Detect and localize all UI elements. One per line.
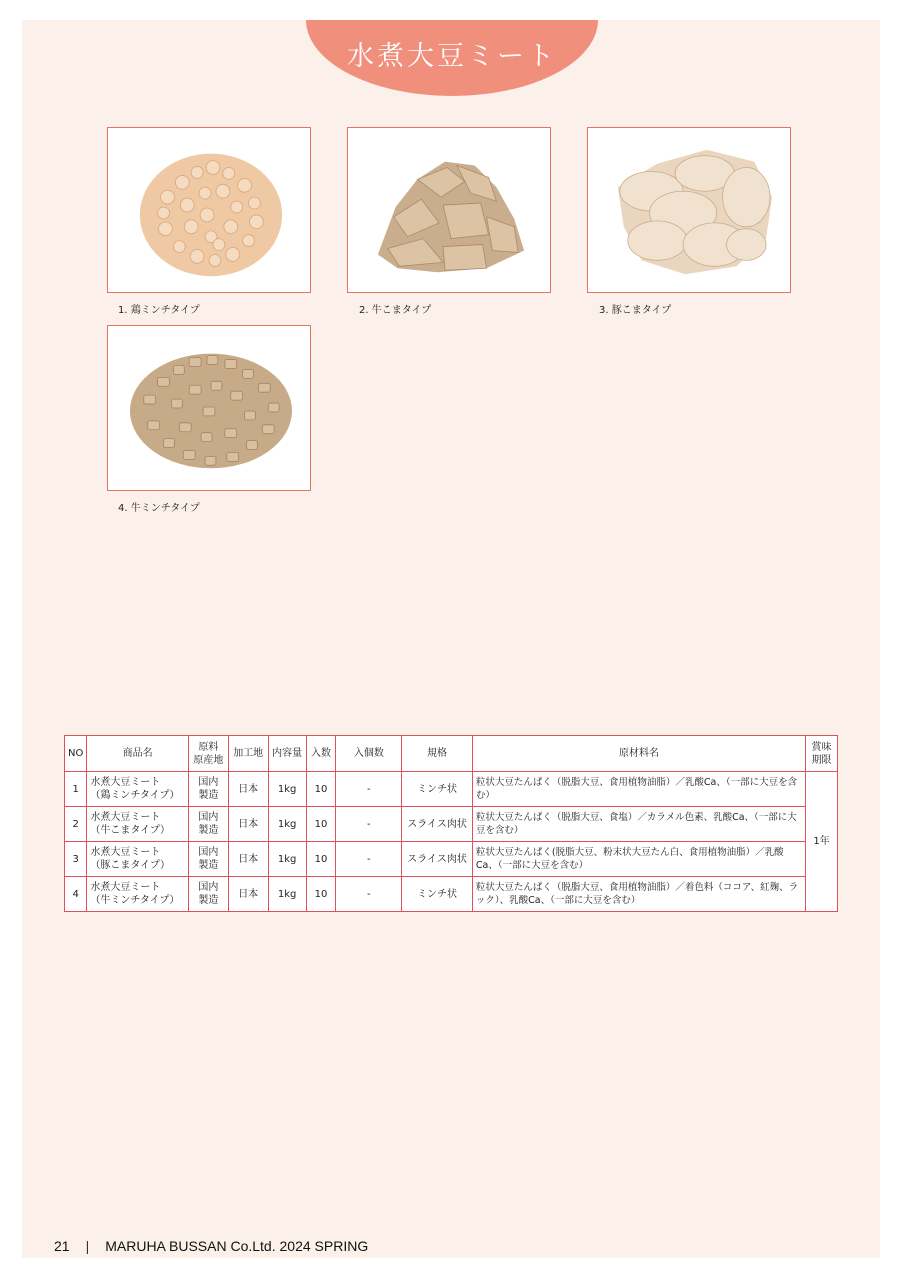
cell-no: 1 — [65, 772, 87, 807]
cell-product-name-line-2: （牛ミンチタイプ） — [90, 895, 180, 906]
cell-product-name-line-1: 水煮大豆ミート — [90, 812, 161, 823]
cell-product-name-line-1: 水煮大豆ミート — [90, 777, 161, 788]
cell-case-count: 10 — [306, 807, 336, 842]
cell-product-name-line-2: （鶏ミンチタイプ） — [90, 790, 180, 801]
cell-origin-line-1: 国内 — [198, 777, 219, 788]
table-row — [65, 842, 838, 877]
cell-case-count: 10 — [306, 877, 336, 912]
cell-processing: 日本 — [228, 877, 268, 912]
cell-volume: 1kg — [268, 877, 306, 912]
publisher-name: MARUHA BUSSAN Co.Ltd. 2024 SPRING — [105, 1238, 369, 1254]
cell-case-count: 10 — [306, 842, 336, 877]
header-origin-line-2: 原産地 — [193, 754, 224, 766]
header-volume: 内容量 — [268, 736, 306, 772]
cell-no: 4 — [65, 877, 87, 912]
product-spec-table — [64, 735, 838, 912]
page-number: 21 — [54, 1238, 70, 1254]
page-title: 水煮大豆ミート — [347, 40, 557, 72]
cell-origin-line-1: 国内 — [198, 847, 219, 858]
cell-ingredients: 粒状大豆たんぱく（脱脂大豆、食用植物油脂）／乳酸Ca、（一部に大豆を含む） — [472, 772, 805, 807]
product-photo-beef-slice — [347, 127, 551, 293]
header-spec: 規格 — [402, 736, 473, 772]
product-caption-3: 3. 豚こまタイプ — [599, 305, 672, 316]
cell-volume: 1kg — [268, 842, 306, 877]
cell-product-name-line-1: 水煮大豆ミート — [90, 882, 161, 893]
cell-piece-count: - — [336, 807, 402, 842]
cell-case-count: 10 — [306, 772, 336, 807]
cell-processing: 日本 — [228, 772, 268, 807]
cell-volume: 1kg — [268, 807, 306, 842]
cell-shelf-life: 1年 — [806, 772, 838, 912]
product-photo-beef-mince — [107, 325, 311, 491]
cell-origin-line-2: 製造 — [198, 895, 219, 906]
cell-volume: 1kg — [268, 772, 306, 807]
cell-origin-line-1: 国内 — [198, 812, 219, 823]
cell-origin — [188, 772, 228, 807]
cell-origin — [188, 807, 228, 842]
cell-ingredients: 粒状大豆たんぱく（脱脂大豆、食塩）／カラメル色素、乳酸Ca、（一部に大豆を含む） — [472, 807, 805, 842]
header-ingredients: 原材料名 — [472, 736, 805, 772]
cell-product-name — [87, 807, 189, 842]
header-origin-line-1: 原料 — [198, 741, 219, 753]
cell-ingredients: 粒状大豆たんぱく(脱脂大豆、粉末状大豆たん白、食用植物油脂）／乳酸Ca、（一部に大豆を含む） — [472, 842, 805, 877]
cell-no: 2 — [65, 807, 87, 842]
cell-product-name-line-2: （牛こまタイプ） — [90, 825, 170, 836]
cell-origin — [188, 842, 228, 877]
cell-processing: 日本 — [228, 807, 268, 842]
cell-product-name — [87, 877, 189, 912]
cell-spec: ミンチ状 — [402, 772, 473, 807]
table-row — [65, 807, 838, 842]
footer-separator: | — [85, 1238, 90, 1254]
product-caption-2: 2. 牛こまタイプ — [359, 305, 432, 316]
product-photo-pork-slice — [587, 127, 791, 293]
cell-origin-line-2: 製造 — [198, 790, 219, 801]
header-origin — [188, 736, 228, 772]
cell-piece-count: - — [336, 842, 402, 877]
cell-origin-line-1: 国内 — [198, 882, 219, 893]
cell-product-name — [87, 772, 189, 807]
cell-spec: スライス肉状 — [402, 842, 473, 877]
table-row — [65, 877, 838, 912]
header-shelf-line-1: 賞味 — [811, 741, 832, 753]
cell-origin-line-2: 製造 — [198, 825, 219, 836]
header-processing: 加工地 — [228, 736, 268, 772]
cell-product-name-line-2: （豚こまタイプ） — [90, 860, 170, 871]
cell-product-name-line-1: 水煮大豆ミート — [90, 847, 161, 858]
header-no: NO — [65, 736, 87, 772]
page-footer — [54, 1238, 368, 1254]
cell-no: 3 — [65, 842, 87, 877]
product-photo-chicken-mince — [107, 127, 311, 293]
cell-origin-line-2: 製造 — [198, 860, 219, 871]
cell-product-name — [87, 842, 189, 877]
header-case-count: 入数 — [306, 736, 336, 772]
table-header-row — [65, 736, 838, 772]
cell-processing: 日本 — [228, 842, 268, 877]
header-product-name: 商品名 — [87, 736, 189, 772]
header-shelf-line-2: 期限 — [811, 754, 832, 766]
cell-spec: スライス肉状 — [402, 807, 473, 842]
cell-piece-count: - — [336, 877, 402, 912]
product-caption-1: 1. 鶏ミンチタイプ — [118, 305, 200, 316]
cell-piece-count: - — [336, 772, 402, 807]
cell-origin — [188, 877, 228, 912]
table-row — [65, 772, 838, 807]
cell-ingredients: 粒状大豆たんぱく（脱脂大豆、食用植物油脂）／着色料（ココア、紅麹、ラック）、乳酸Ca、（一部に大豆を含む） — [472, 877, 805, 912]
header-piece-count: 入個数 — [336, 736, 402, 772]
header-shelf-life — [806, 736, 838, 772]
cell-spec: ミンチ状 — [402, 877, 473, 912]
product-caption-4: 4. 牛ミンチタイプ — [118, 503, 200, 514]
